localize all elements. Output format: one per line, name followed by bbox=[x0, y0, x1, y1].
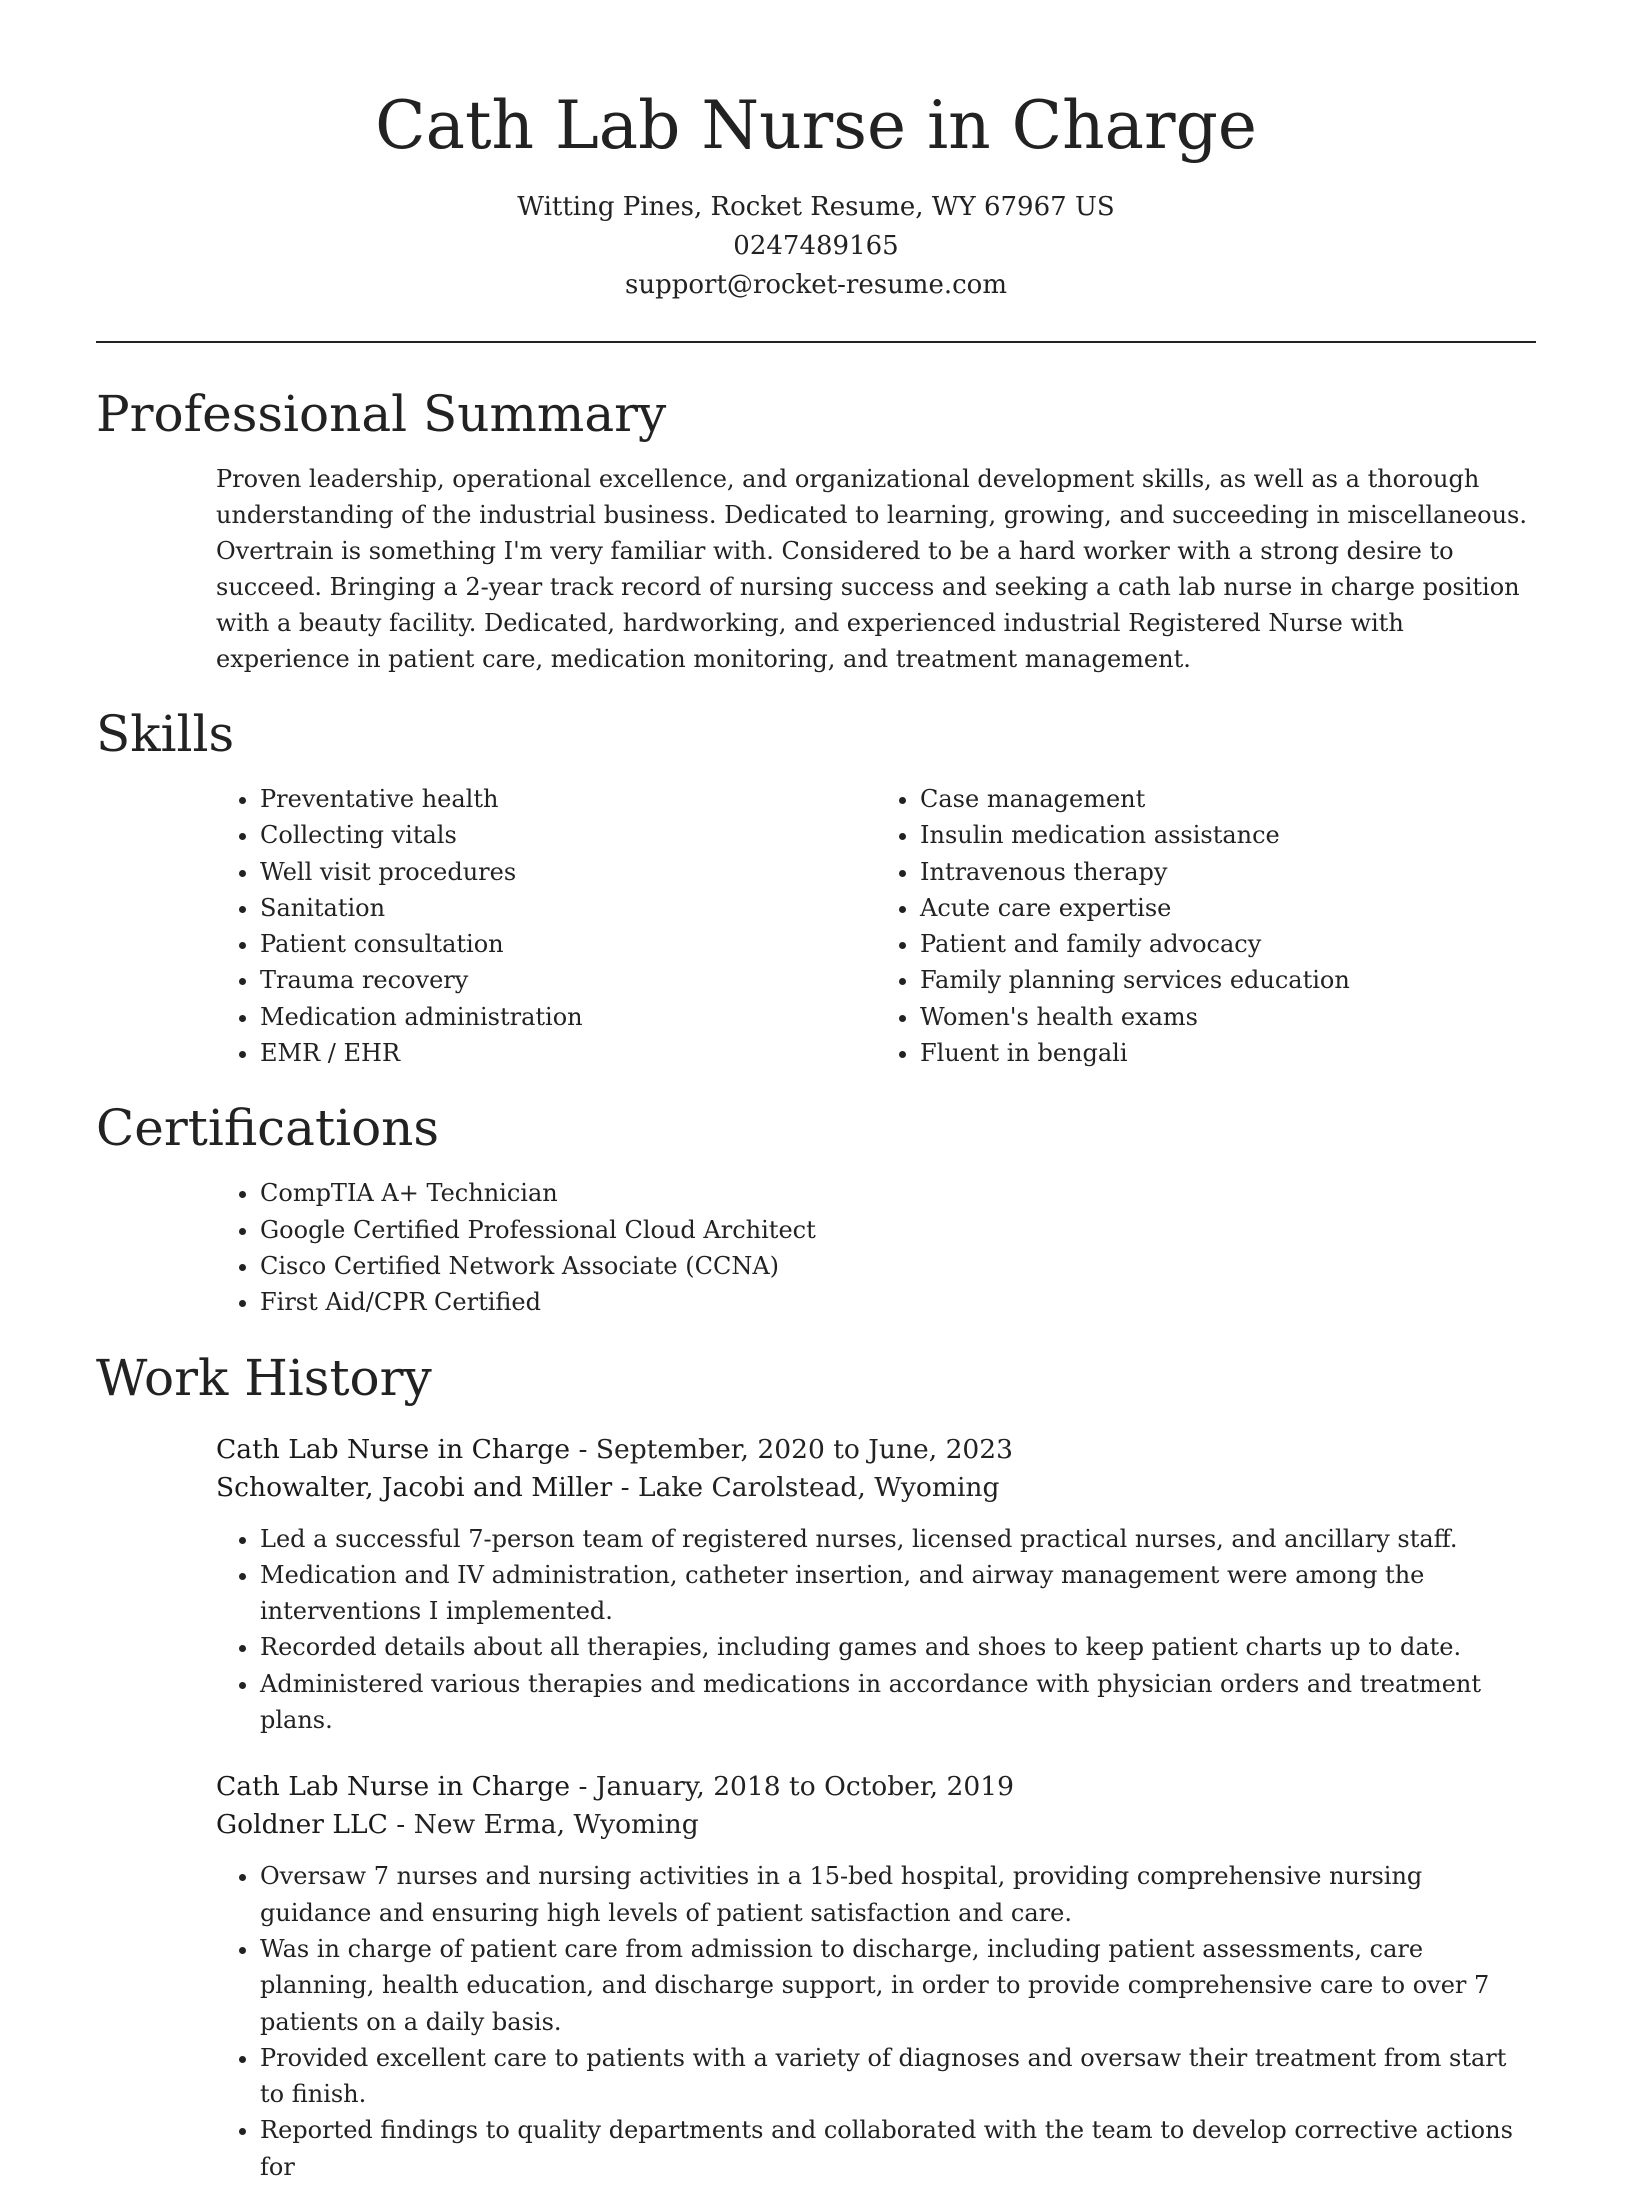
job-company-line: Goldner LLC - New Erma, Wyoming bbox=[216, 1809, 699, 1841]
job-bullet: • Recorded details about all therapies, including games and shoes to keep patient charts up to date. bbox=[260, 1629, 1536, 1665]
certification-item: • Google Certified Professional Cloud Architect bbox=[260, 1212, 1536, 1248]
work-history-section bbox=[96, 1345, 1536, 2185]
resume-page bbox=[96, 0, 1536, 2185]
job-role: Cath Lab Nurse in Charge bbox=[216, 1433, 571, 1465]
summary-title: Professional Summary bbox=[96, 385, 667, 443]
certifications-section bbox=[96, 1095, 1536, 1320]
skill-item: • Women's health exams bbox=[920, 999, 1536, 1035]
job-bullet: • Provided excellent care to patients with a variety of diagnoses and oversaw their treatment from start to finish. bbox=[260, 2040, 1536, 2113]
skill-item: • Case management bbox=[920, 781, 1536, 817]
job-bullets bbox=[216, 1858, 1536, 2185]
skills-column-left bbox=[216, 781, 876, 1071]
skill-item: • Family planning services education bbox=[920, 962, 1536, 998]
contact-address: Witting Pines, Rocket Resume, WY 67967 US bbox=[517, 192, 1115, 222]
skill-item: • Trauma recovery bbox=[260, 962, 876, 998]
work-history-title: Work History bbox=[96, 1348, 432, 1407]
job-bullet: • Led a successful 7-person team of registered nurses, licensed practical nurses, and ancillary staff. bbox=[260, 1521, 1536, 1557]
job-entry bbox=[216, 1768, 1536, 2185]
header-divider bbox=[96, 341, 1536, 343]
certification-item: • Cisco Certified Network Associate (CCNA) bbox=[260, 1248, 1536, 1284]
job-dates: September, 2020 to June, 2023 bbox=[595, 1433, 1014, 1465]
skill-item: • Patient consultation bbox=[260, 926, 876, 962]
skills-section bbox=[96, 701, 1536, 1071]
job-company: Schowalter, Jacobi and Miller bbox=[216, 1471, 613, 1503]
skills-grid bbox=[216, 781, 1536, 1071]
skill-item: • Collecting vitals bbox=[260, 817, 876, 853]
job-dates: January, 2018 to October, 2019 bbox=[595, 1771, 1014, 1803]
certifications-title: Certifications bbox=[96, 1099, 440, 1158]
summary-text: Proven leadership, operational excellence, and organizational development skills, as well as a thorough understanding of the industrial business. Dedicated to learning, growing, and succeeding in miscellaneous. Overtrain is something I'm very familiar with. Considered to be a hard worker with a strong desire to succeed. Bringing a 2-year track record of nursing success and seeking a cath lab nurse in charge position with a beauty facility. Dedicated, hardworking, and experienced industrial Registered Nurse with experience in patient care, medication monitoring, and treatment management. bbox=[216, 465, 1527, 673]
skill-item: • Preventative health bbox=[260, 781, 876, 817]
job-title-line: Cath Lab Nurse in Charge - September, 2020 to June, 2023 bbox=[216, 1433, 1014, 1465]
job-location: New Erma, Wyoming bbox=[413, 1809, 699, 1841]
job-company: Goldner LLC bbox=[216, 1809, 388, 1841]
skills-column-right bbox=[876, 781, 1536, 1071]
resume-header bbox=[96, 0, 1536, 305]
certification-item: • First Aid/CPR Certified bbox=[260, 1284, 1536, 1320]
skill-item: • EMR / EHR bbox=[260, 1035, 876, 1071]
job-bullet: • Oversaw 7 nurses and nursing activities in a 15-bed hospital, providing comprehensive nursing guidance and ensuring high levels of patient satisfaction and care. bbox=[260, 1858, 1536, 1931]
skill-item: • Medication administration bbox=[260, 999, 876, 1035]
skill-item: • Sanitation bbox=[260, 890, 876, 926]
contact-phone: 0247489165 bbox=[733, 231, 899, 261]
job-role: Cath Lab Nurse in Charge bbox=[216, 1771, 571, 1803]
job-title-line: Cath Lab Nurse in Charge - January, 2018 to October, 2019 bbox=[216, 1771, 1014, 1803]
skill-item: • Insulin medication assistance bbox=[920, 817, 1536, 853]
skill-item: • Acute care expertise bbox=[920, 890, 1536, 926]
summary-section bbox=[96, 381, 1536, 677]
contact-info bbox=[96, 188, 1536, 305]
skill-item: • Intravenous therapy bbox=[920, 854, 1536, 890]
certifications-list bbox=[216, 1175, 1536, 1320]
skills-title: Skills bbox=[96, 705, 235, 763]
job-bullets bbox=[216, 1521, 1536, 1739]
job-bullet: • Reported findings to quality departments and collaborated with the team to develop corrective actions for bbox=[260, 2112, 1536, 2185]
candidate-name: Cath Lab Nurse in Charge bbox=[375, 87, 1257, 164]
certification-item: • CompTIA A+ Technician bbox=[260, 1175, 1536, 1211]
job-company-line: Schowalter, Jacobi and Miller - Lake Carolstead, Wyoming bbox=[216, 1471, 1000, 1503]
skill-item: • Well visit procedures bbox=[260, 854, 876, 890]
skill-item: • Patient and family advocacy bbox=[920, 926, 1536, 962]
job-bullet: • Administered various therapies and medications in accordance with physician orders and treatment plans. bbox=[260, 1666, 1536, 1739]
job-bullet: • Was in charge of patient care from admission to discharge, including patient assessments, care planning, health education, and discharge support, in order to provide comprehensive care to over 7 patients on a daily basis. bbox=[260, 1931, 1536, 2040]
contact-email: support@rocket-resume.com bbox=[624, 270, 1007, 300]
job-bullet: • Medication and IV administration, catheter insertion, and airway management were among the interventions I implemented. bbox=[260, 1557, 1536, 1630]
skill-item: • Fluent in bengali bbox=[920, 1035, 1536, 1071]
job-location: Lake Carolstead, Wyoming bbox=[637, 1471, 1000, 1503]
job-entry bbox=[216, 1431, 1536, 1739]
